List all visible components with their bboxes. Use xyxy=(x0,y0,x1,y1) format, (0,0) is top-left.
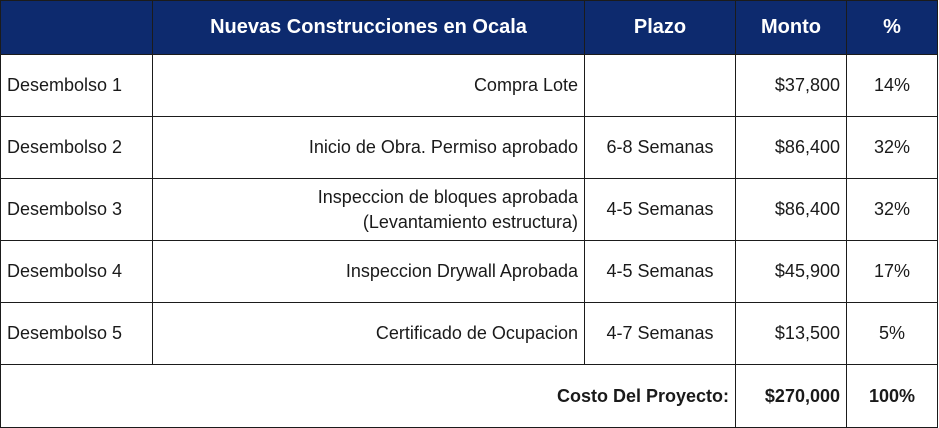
row-label: Desembolso 4 xyxy=(1,241,153,303)
row-plazo: 6-8 Semanas xyxy=(585,117,736,179)
row-percent: 32% xyxy=(847,179,938,241)
row-monto: $86,400 xyxy=(736,117,847,179)
table-header-row xyxy=(1,1,938,55)
row-monto: $45,900 xyxy=(736,241,847,303)
row-percent: 5% xyxy=(847,303,938,365)
row-description: Inspeccion de bloques aprobada (Levantamiento estructura) xyxy=(153,179,585,241)
table-row xyxy=(1,117,938,179)
row-label: Desembolso 5 xyxy=(1,303,153,365)
row-monto: $37,800 xyxy=(736,55,847,117)
row-description: Compra Lote xyxy=(153,55,585,117)
header-monto: Monto xyxy=(736,1,847,55)
total-percent: 100% xyxy=(847,365,938,428)
total-label: Costo Del Proyecto: xyxy=(1,365,736,428)
total-row xyxy=(1,365,938,428)
row-description: Inspeccion Drywall Aprobada xyxy=(153,241,585,303)
row-percent: 17% xyxy=(847,241,938,303)
row-percent: 14% xyxy=(847,55,938,117)
table-row xyxy=(1,303,938,365)
row-label: Desembolso 1 xyxy=(1,55,153,117)
header-blank-cell xyxy=(1,1,153,55)
row-plazo: 4-5 Semanas xyxy=(585,179,736,241)
row-plazo: 4-7 Semanas xyxy=(585,303,736,365)
row-percent: 32% xyxy=(847,117,938,179)
row-label: Desembolso 3 xyxy=(1,179,153,241)
table-row xyxy=(1,179,938,241)
row-monto: $86,400 xyxy=(736,179,847,241)
table-row xyxy=(1,241,938,303)
total-monto: $270,000 xyxy=(736,365,847,428)
header-percent: % xyxy=(847,1,938,55)
row-label: Desembolso 2 xyxy=(1,117,153,179)
row-description: Inicio de Obra. Permiso aprobado xyxy=(153,117,585,179)
row-plazo: 4-5 Semanas xyxy=(585,241,736,303)
row-plazo xyxy=(585,55,736,117)
header-title: Nuevas Construcciones en Ocala xyxy=(153,1,585,55)
header-plazo: Plazo xyxy=(585,1,736,55)
table-row xyxy=(1,55,938,117)
row-monto: $13,500 xyxy=(736,303,847,365)
row-description: Certificado de Ocupacion xyxy=(153,303,585,365)
